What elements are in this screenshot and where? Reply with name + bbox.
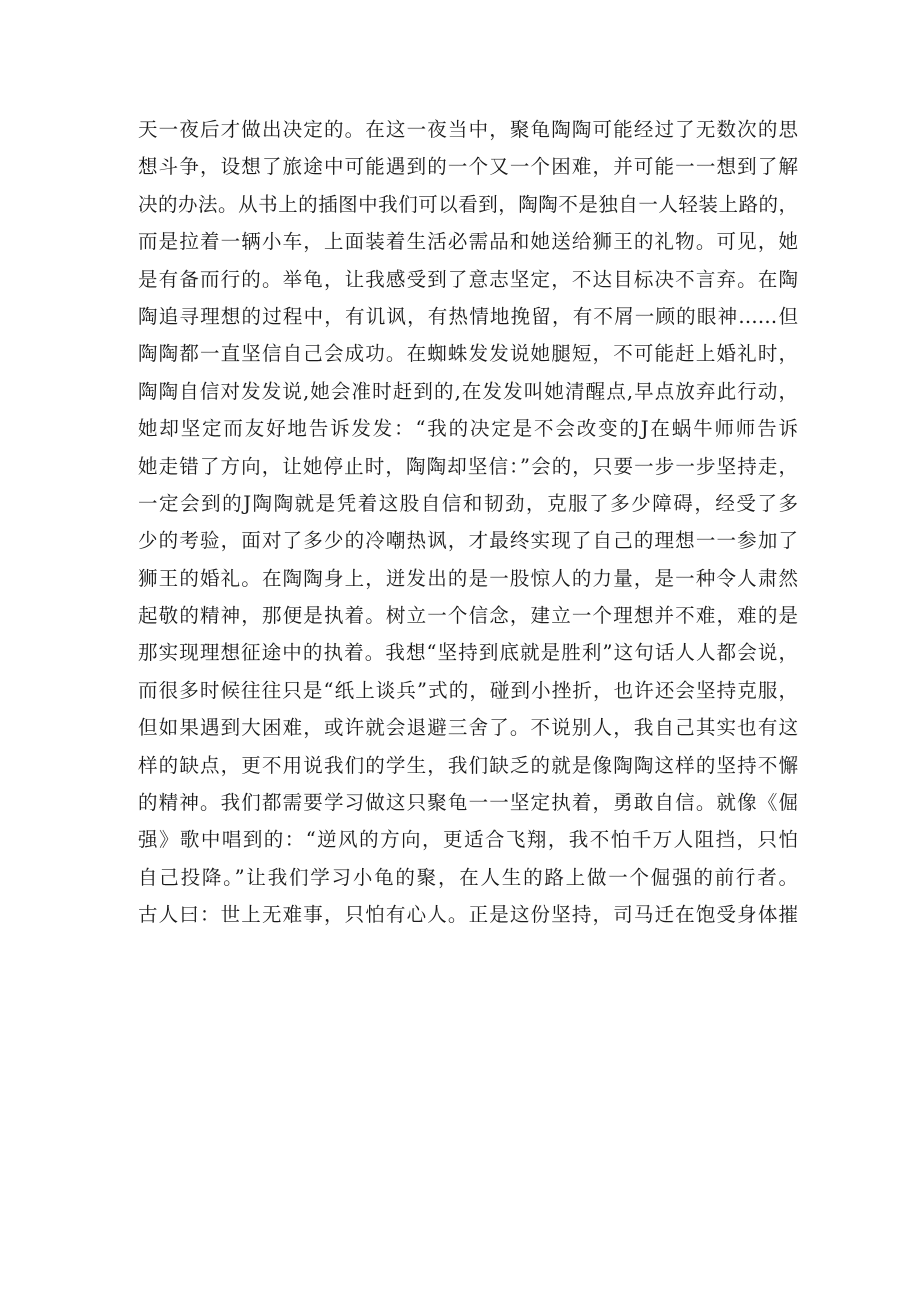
text-line-7: 陶陶都一直坚信自己会成功。在蜘蛛发发说她腿短，不可能赶上婚礼时， (138, 342, 798, 366)
text-line-22: 古人曰：世上无难事，只怕有心人。正是这份坚持，司马迁在饱受身体摧 (138, 903, 798, 927)
text-line-16: 而很多时候往往只是“纸上谈兵”式的，碰到小挫折，也许还会坚持克服， (138, 678, 798, 702)
text-line-3: 决的办法。从书上的插图中我们可以看到，陶陶不是独自一人轻装上路的， (138, 192, 798, 216)
text-line-21: 自己投降。”让我们学习小龟的聚，在人生的路上做一个倔强的前行者。 (138, 865, 798, 889)
text-line-18: 样的缺点，更不用说我们的学生，我们缺乏的就是像陶陶这样的坚持不懈 (138, 753, 798, 777)
text-line-20: 强》歌中唱到的：“逆风的方向，更适合飞翔，我不怕千万人阻挡，只怕 (138, 828, 798, 852)
text-line-5: 是有备而行的。举龟，让我感受到了意志坚定，不达目标决不言弃。在陶 (138, 267, 798, 291)
text-line-6: 陶追寻理想的过程中，有讥讽，有热情地挽留，有不屑一顾的眼神……但 (138, 304, 798, 328)
text-line-17: 但如果遇到大困难，或许就会退避三舍了。不说别人，我自己其实也有这 (138, 716, 798, 740)
text-line-14: 起敬的精神，那便是执着。树立一个信念，建立一个理想并不难，难的是 (138, 604, 798, 628)
text-line-12: 少的考验，面对了多少的冷嘲热讽，才最终实现了自己的理想一一参加了 (138, 529, 798, 553)
text-line-9: 她却坚定而友好地告诉发发：“我的决定是不会改变的J在蜗牛师师告诉 (138, 417, 798, 441)
body-text (138, 111, 798, 934)
text-line-4: 而是拉着一辆小车，上面装着生活必需品和她送给狮王的礼物。可见，她 (138, 230, 798, 254)
text-line-1: 天一夜后才做出决定的。在这一夜当中，聚龟陶陶可能经过了无数次的思 (138, 118, 798, 141)
text-line-15: 那实现理想征途中的执着。我想“坚持到底就是胜利”这句话人人都会说， (138, 641, 798, 665)
text-line-2: 想斗争，设想了旅途中可能遇到的一个又一个困难，并可能一一想到了解 (138, 155, 798, 179)
text-line-8: 陶陶自信对发发说,她会准时赶到的,在发发叫她清醒点,早点放弃此行动， (138, 379, 798, 403)
text-line-10: 她走错了方向，让她停止时，陶陶却坚信：”会的，只要一步一步坚持走， (138, 454, 798, 478)
text-line-19: 的精神。我们都需要学习做这只聚龟一一坚定执着，勇敢自信。就像《倔 (138, 791, 798, 815)
text-line-11: 一定会到的J陶陶就是凭着这股自信和韧劲，克服了多少障碍，经受了多 (138, 491, 798, 515)
text-line-13: 狮王的婚礼。在陶陶身上，迸发出的是一股惊人的力量，是一种令人肃然 (138, 566, 798, 590)
